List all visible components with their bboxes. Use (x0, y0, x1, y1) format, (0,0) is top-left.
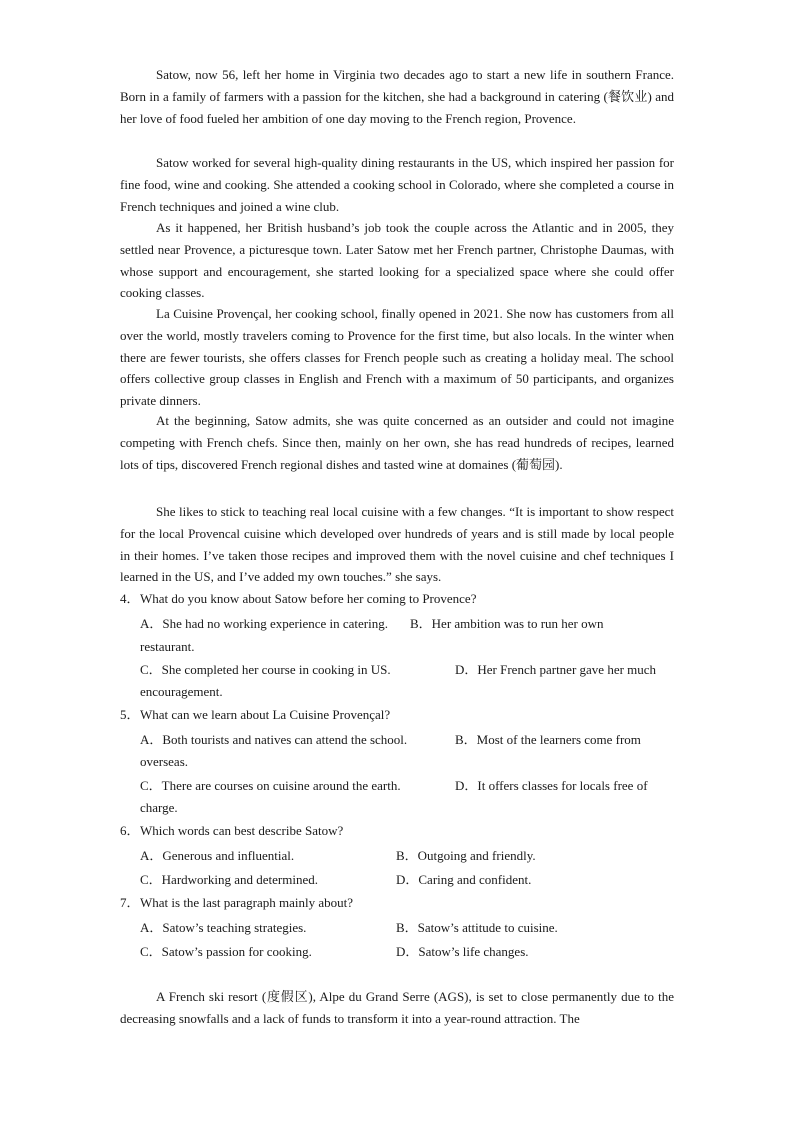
question-7-option-a: A．Satow’s teaching strategies. (140, 920, 307, 935)
question-7-stem: 7．What is the last paragraph mainly about? (120, 895, 353, 910)
question-6-option-b: B．Outgoing and friendly. (396, 848, 536, 863)
question-4-stem: 4．What do you know about Satow before her coming to Provence? (120, 591, 477, 606)
question-4-option-d: D．Her French partner gave her much (455, 662, 657, 677)
question-5-option-d-cont: charge. (140, 800, 178, 815)
question-6-stem: 6．Which words can best describe Satow? (120, 823, 344, 838)
passage-paragraph-3: As it happened, her British husband’s job took the couple across the Atlantic and in 2005, they settled near Provence, a picturesque town. Later Satow met her French partner, Christophe Daumas, with whose support and encouragement, she started looking for a specialized space where she could offer cooking classes. (120, 220, 674, 301)
question-5-stem: 5．What can we learn about La Cuisine Provençal? (120, 707, 391, 722)
question-7-option-c: C．Satow’s passion for cooking. (140, 944, 312, 959)
question-4-option-b: B．Her ambition was to run her own (410, 616, 604, 631)
passage-paragraph-5: At the beginning, Satow admits, she was quite concerned as an outsider and could not imagine competing with French chefs. Since then, mainly on her own, she has read hundreds of recipes, learned lots of tips, discovered French regional dishes and tasted wine at domaines (葡萄园). (120, 413, 674, 472)
question-7-option-d: D．Satow’s life changes. (396, 944, 529, 959)
question-5-option-b: B．Most of the learners come from (455, 732, 641, 747)
passage-paragraph-4: La Cuisine Provençal, her cooking school, finally opened in 2021. She now has customers from all over the world, mostly travelers coming to Provence for the first time, but also locals. In the winter when there are fewer tourists, she offers classes for French people such as creating a holiday meal. The school offers collective group classes in English and French with a maximum of 50 participants, and organizes private dinners. (120, 306, 674, 409)
question-4-option-c: C．She completed her course in cooking in US. (140, 662, 391, 677)
question-4-option-a: A．She had no working experience in catering. (140, 616, 389, 631)
passage-paragraph-1: Satow, now 56, left her home in Virginia two decades ago to start a new life in southern France. Born in a family of farmers with a passion for the kitchen, she had a background in catering (餐饮业) and her love of food fueled her ambition of one day moving to the French region, Provence. (120, 67, 674, 126)
next-passage-paragraph: A French ski resort (度假区), Alpe du Grand Serre (AGS), is set to close permanently due to the decreasing snowfalls and a lack of funds to transform it into a year-round attraction. The (120, 989, 674, 1026)
question-5-option-b-cont: overseas. (140, 754, 189, 769)
question-4-option-d-cont: encouragement. (140, 684, 223, 699)
passage-paragraph-2: Satow worked for several high-quality dining restaurants in the US, which inspired her passion for fine food, wine and cooking. She attended a cooking school in Colorado, where she completed a course in French techniques and joined a wine club. (120, 155, 674, 214)
question-4-option-b-cont: restaurant. (140, 639, 195, 654)
question-5-option-a: A．Both tourists and natives can attend the school. (140, 732, 408, 747)
question-7-option-b: B．Satow’s attitude to cuisine. (396, 920, 558, 935)
question-5-option-c: C．There are courses on cuisine around the earth. (140, 778, 401, 793)
question-6-option-a: A．Generous and influential. (140, 848, 295, 863)
passage-paragraph-6: She likes to stick to teaching real local cuisine with a few changes. “It is important to show respect for the local Provencal cuisine which developed over hundreds of years and is still made by local people in their homes. I’ve taken those recipes and improved them with the novel cuisine and chef techniques I learned in the US, and I’ve added my own touches.” she says. (120, 504, 674, 585)
question-5-option-d: D．It offers classes for locals free of (455, 778, 648, 793)
question-6-option-c: C．Hardworking and determined. (140, 872, 318, 887)
question-6-option-d: D．Caring and confident. (396, 872, 532, 887)
